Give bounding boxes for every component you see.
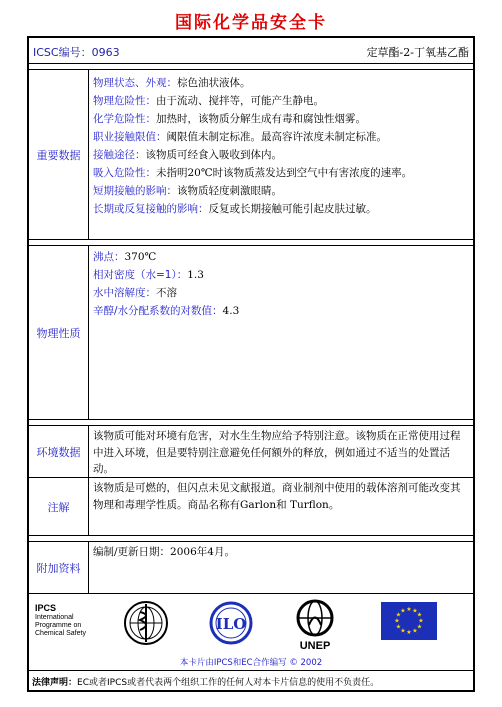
footer-caption: 本卡片由IPCS和EC合作编写 © 2002 (179, 658, 323, 668)
additional-label: 附加资料 (36, 561, 81, 575)
property-line (90, 128, 473, 146)
property-value: 未指明20℃时该物质蒸发达到空气中有害浓度的速率。 (156, 167, 413, 179)
property-value: 不溶 (156, 287, 177, 299)
property-value: 370℃ (124, 251, 157, 263)
svg-text:★: ★ (400, 607, 406, 615)
ilo-emblem-icon (207, 600, 255, 646)
property-key: 相对密度（水=1）： (93, 269, 188, 281)
ipcs-line: International (35, 614, 74, 621)
ipcs-logo-text (35, 604, 86, 638)
section-label (29, 478, 89, 535)
property-value: 由于流动、搅拌等，可能产生静电。 (156, 95, 324, 107)
property-line (90, 248, 473, 266)
important-label: 重要数据 (36, 148, 81, 162)
property-line (90, 302, 473, 320)
legal-disclaimer (29, 670, 473, 690)
property-value: 该物质轻度刺激眼睛。 (177, 185, 282, 197)
property-key: 职业接触限值： (93, 131, 167, 143)
property-key: 吸入危险性： (93, 167, 156, 179)
property-line (90, 92, 473, 110)
ipcs-line: Chemical Safety (35, 630, 86, 637)
property-key: 接触途径： (93, 149, 146, 161)
svg-text:★: ★ (416, 623, 423, 631)
property-line (90, 74, 473, 92)
additional-section (29, 542, 473, 594)
section-label (29, 542, 89, 593)
eu-flag-icon (381, 602, 437, 640)
svg-text:★: ★ (394, 617, 400, 625)
section-label (29, 246, 89, 419)
unep-label: UNEP (299, 640, 331, 652)
property-value: 棕色油状液体。 (177, 77, 251, 89)
important-section (29, 70, 473, 240)
property-line (90, 164, 473, 182)
notes-label: 注解 (47, 500, 70, 514)
property-line (90, 266, 473, 284)
property-key: 物理危险性： (93, 95, 156, 107)
svg-text:★: ★ (406, 629, 412, 636)
physical-section (29, 246, 473, 420)
unep-emblem-icon (291, 598, 339, 638)
notes-text: 该物质是可燃的，但闪点未见文献报道。商业制剂中使用的载体溶剂可能改变其物理和毒理学性质。商品名称有Garlon和 Turflon。 (93, 482, 461, 511)
footer-logos (29, 594, 473, 672)
property-value: 加热时，该物质分解生成有毒和腐蚀性烟雾。 (156, 113, 366, 125)
physical-content (90, 246, 473, 419)
property-key: 水中溶解度： (93, 287, 156, 299)
property-key: 沸点： (93, 251, 125, 263)
notes-section (29, 478, 473, 536)
svg-text:★: ★ (400, 627, 406, 635)
id-row (29, 38, 473, 64)
section-label (29, 70, 89, 239)
important-content (90, 70, 473, 239)
property-key: 辛醇/水分配系数的对数值： (93, 305, 223, 317)
property-line (90, 110, 473, 128)
property-key: 长期或反复接触的影响： (93, 203, 209, 215)
icsc-card (27, 36, 475, 692)
property-value: 1.3 (187, 269, 204, 281)
property-value: 4.3 (222, 305, 240, 317)
svg-text:★: ★ (418, 617, 424, 625)
icsc-number: ICSC编号：0963 (33, 46, 120, 59)
additional-text: 编制/更新日期：2006年4月。 (93, 546, 235, 558)
property-line (90, 146, 473, 164)
svg-text:★: ★ (412, 627, 418, 635)
property-value: 反复或长期接触可能引起皮肤过敏。 (208, 203, 377, 215)
ipcs-abbrev: IPCS (35, 603, 57, 613)
chemical-name: 定草酯-2-丁氧基乙酯 (366, 46, 469, 59)
property-key: 短期接触的影响： (93, 185, 177, 197)
svg-text:★: ★ (395, 611, 402, 619)
section-label (29, 426, 89, 477)
who-emblem-icon (123, 600, 169, 646)
environment-content (90, 426, 473, 477)
card-title: 国际化学品安全卡 (175, 13, 327, 33)
disclaimer-text: EC或者IPCS或者代表两个组织工作的任何人对本卡片信息的使用不负责任。 (77, 678, 380, 688)
disclaimer-label: 法律声明： (32, 678, 78, 688)
property-line (90, 182, 473, 200)
property-line (90, 200, 473, 218)
property-key: 化学危险性： (93, 113, 156, 125)
property-value: 阈限值未制定标准。最高容许浓度未制定标准。 (166, 131, 387, 143)
svg-text:★: ★ (416, 611, 423, 619)
environment-text: 该物质可能对环境有危害，对水生生物应给予特别注意。该物质在正常使用过程中进入环境，但是要特别注意避免任何额外的释放，例如通过不适当的处置活动。 (93, 430, 461, 475)
ipcs-line: Programme on (35, 622, 82, 629)
svg-text:★: ★ (395, 623, 402, 631)
physical-label: 物理性质 (36, 326, 81, 340)
additional-content (90, 542, 473, 593)
svg-text:ILO: ILO (215, 615, 247, 633)
notes-content (90, 478, 473, 535)
svg-text:★: ★ (406, 606, 412, 613)
environment-section (29, 426, 473, 478)
property-key: 物理状态、外观： (93, 77, 177, 89)
property-line (90, 284, 473, 302)
svg-text:★: ★ (412, 607, 418, 615)
property-value: 该物质可经食入吸收到体内。 (145, 149, 282, 161)
environment-label: 环境数据 (36, 445, 81, 459)
